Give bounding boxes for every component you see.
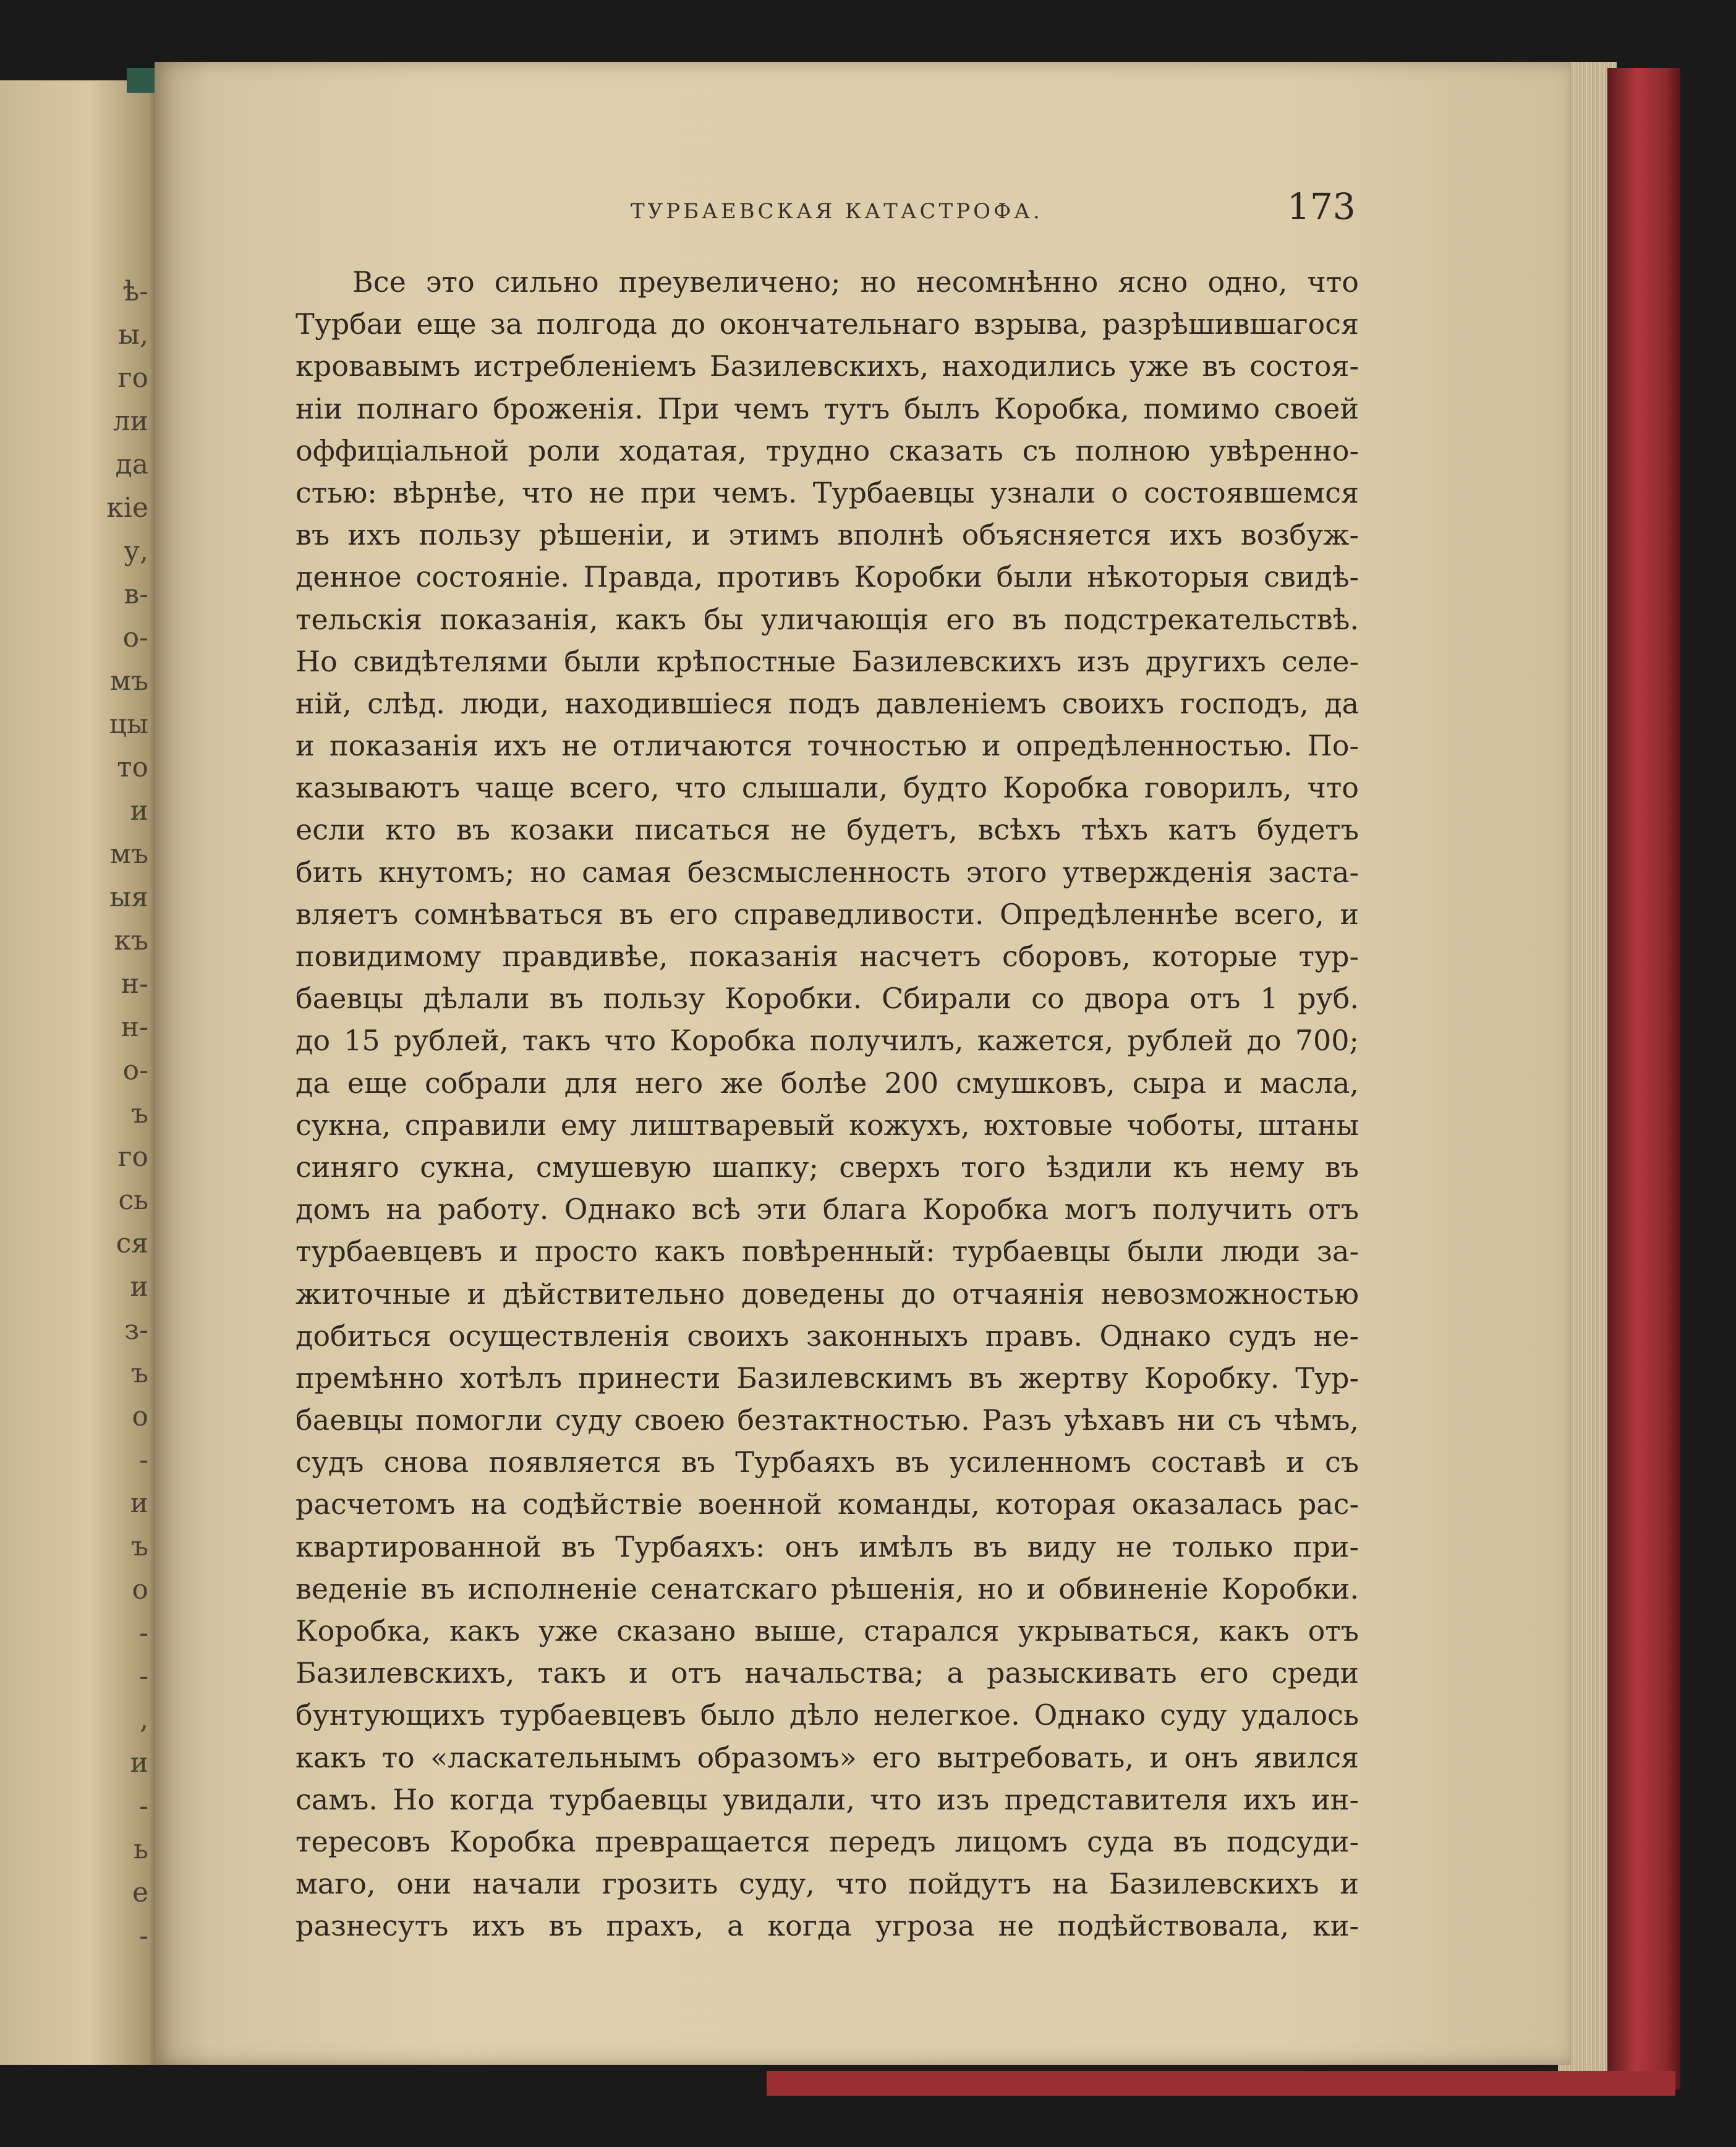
text-line: квартированной въ Турбаяхъ: онъ имѣлъ въ виду не только при-: [296, 1529, 1359, 1563]
book-cover-red: [1607, 68, 1680, 2090]
text-line: денное состояніе. Правда, противъ Коробки были нѣкоторыя свидѣ-: [296, 560, 1359, 594]
previous-page-fragment: ыя: [109, 882, 148, 913]
book-cover-bottom: [767, 2071, 1675, 2096]
text-line: до 15 рублей, такъ что Коробка получилъ, кажется, рублей до 700;: [296, 1024, 1359, 1058]
text-line: расчетомъ на содѣйствіе военной команды, которая оказалась рас-: [296, 1487, 1359, 1521]
page-number: 173: [1287, 185, 1356, 227]
previous-page-fragment: у,: [124, 535, 148, 567]
text-line: разнесутъ ихъ въ прахъ, а когда угроза не подѣйствовала, ки-: [296, 1909, 1359, 1943]
previous-page-fragment: з-: [124, 1314, 148, 1346]
previous-page-fragment: да: [115, 449, 148, 480]
text-line: и показанія ихъ не отличаются точностью и опредѣленностью. По-: [296, 729, 1359, 763]
previous-page-fragment: го: [117, 1141, 148, 1173]
previous-page-fragment: н-: [121, 968, 148, 1000]
previous-page-fragment: мъ: [109, 838, 148, 870]
text-line: Все это сильно преувеличено; но несомнѣнно ясно одно, что: [352, 265, 1359, 299]
previous-page-fragment: сь: [118, 1184, 148, 1216]
text-line: Коробка, какъ уже сказано выше, старался укрываться, какъ отъ: [296, 1614, 1359, 1647]
previous-page-fragment: ы,: [117, 319, 148, 351]
previous-page-fragment: ь: [134, 1834, 148, 1865]
previous-page-fragment: -: [139, 1790, 148, 1822]
previous-page-fragment: ъ: [131, 1531, 148, 1562]
text-line: Базилевскихъ, такъ и отъ начальства; а разыскивать его среди: [296, 1656, 1359, 1690]
previous-page-fragment: -: [139, 1920, 148, 1952]
text-line: кровавымъ истребленіемъ Базилевскихъ, находились уже въ состоя-: [296, 349, 1359, 383]
text-line: судъ снова появляется въ Турбаяхъ въ усиленномъ составѣ и съ: [296, 1445, 1359, 1479]
text-line: турбаевцевъ и просто какъ повѣренный: турбаевцы были люди за-: [296, 1235, 1359, 1269]
previous-page-fragment: къ: [114, 925, 148, 956]
previous-page-fragment: ъ: [131, 1358, 148, 1389]
text-line: оффиціальной роли ходатая, трудно сказать съ полною увѣренно-: [296, 433, 1359, 467]
text-line: тересовъ Коробка превращается передъ лицомъ суда въ подсуди-: [296, 1824, 1359, 1858]
previous-page-fragment: е: [132, 1877, 148, 1908]
previous-page-fragment: и: [130, 1271, 148, 1303]
previous-page-fragment: и: [130, 1747, 148, 1779]
text-line: ній, слѣд. люди, находившіеся подъ давленіемъ своихъ господъ, да: [296, 686, 1359, 720]
text-line: стью: вѣрнѣе, что не при чемъ. Турбаевцы узнали о состоявшемся: [296, 475, 1359, 509]
text-line: добиться осуществленія своихъ законныхъ правъ. Однако судъ не-: [296, 1319, 1359, 1353]
previous-page-fragment: ,: [140, 1704, 148, 1735]
previous-page-fragment: ѣ-: [122, 276, 148, 307]
text-line: ніи полнаго броженія. При чемъ тутъ былъ Коробка, помимо своей: [296, 391, 1359, 425]
previous-page-fragment: ли: [113, 406, 148, 437]
text-line: тельскія показанія, какъ бы уличающія его въ подстрекательствѣ.: [296, 602, 1359, 636]
previous-page-fragment: -: [139, 1444, 148, 1476]
body-text: [296, 261, 1359, 1947]
text-line: синяго сукна, смушевую шапку; сверхъ того ѣздили къ нему въ: [296, 1150, 1359, 1184]
previous-page-fragment: о-: [122, 622, 148, 653]
text-line: если кто въ козаки писаться не будетъ, всѣхъ тѣхъ катъ будетъ: [296, 813, 1359, 847]
previous-page-edge: [0, 80, 162, 2065]
previous-page-fragment: н-: [121, 1011, 148, 1043]
previous-page-fragment: ъ: [131, 1098, 148, 1129]
text-line: баевцы помогли суду своею безтактностью. Разъ уѣхавъ ни съ чѣмъ,: [296, 1403, 1359, 1437]
running-title: ТУРБАЕВСКАЯ КАТАСТРОФА.: [631, 199, 1043, 224]
previous-page-fragment: го: [117, 362, 148, 394]
previous-page-fragment: мъ: [109, 665, 148, 697]
text-line: Турбаи еще за полгода до окончательнаго взрыва, разрѣшившагося: [296, 307, 1359, 341]
text-line: вляетъ сомнѣваться въ его справедливости. Опредѣленнѣе всего, и: [296, 897, 1359, 931]
text-line: повидимому правдивѣе, показанія насчетъ сборовъ, которые тур-: [296, 940, 1359, 973]
previous-page-fragment: -: [139, 1660, 148, 1692]
text-line: житочные и дѣйствительно доведены до отчаянія невозможностью: [296, 1277, 1359, 1311]
previous-page-fragment: в-: [124, 579, 148, 610]
previous-page-fragment: о-: [122, 1055, 148, 1086]
previous-page-fragment: ся: [116, 1228, 148, 1259]
text-line: баевцы дѣлали въ пользу Коробки. Сбирали со двора отъ 1 руб.: [296, 982, 1359, 1016]
text-line: маго, они начали грозить суду, что пойдутъ на Базилевскихъ и: [296, 1867, 1359, 1901]
previous-page-fragment: и: [130, 1487, 148, 1519]
previous-page-fragment: цы: [109, 708, 148, 740]
text-line: домъ на работу. Однако всѣ эти блага Коробка могъ получить отъ: [296, 1193, 1359, 1227]
text-line: да еще собрали для него же болѣе 200 смушковъ, сыра и масла,: [296, 1066, 1359, 1100]
text-line: въ ихъ пользу рѣшеніи, и этимъ вполнѣ объясняется ихъ возбуж-: [296, 518, 1359, 552]
previous-page-fragment: -: [139, 1617, 148, 1649]
previous-page-fragment: то: [117, 752, 148, 783]
previous-page-fragment: о: [132, 1401, 148, 1432]
text-line: казываютъ чаще всего, что слышали, будто Коробка говорилъ, что: [296, 771, 1359, 805]
text-line: веденіе въ исполненіе сенатскаго рѣшенія, но и обвиненіе Коробки.: [296, 1571, 1359, 1605]
text-line: самъ. Но когда турбаевцы увидали, что изъ представителя ихъ ин-: [296, 1782, 1359, 1816]
previous-page-fragment: о: [132, 1574, 148, 1605]
previous-page-fragment: и: [130, 795, 148, 827]
text-line: премѣнно хотѣлъ принести Базилевскимъ въ жертву Коробку. Тур-: [296, 1361, 1359, 1395]
text-line: сукна, справили ему лиштваревый кожухъ, юхтовые чоботы, штаны: [296, 1108, 1359, 1142]
text-line: какъ то «ласкательнымъ образомъ» его вытребовать, и онъ явился: [296, 1740, 1359, 1774]
previous-page-fragment: кіе: [106, 492, 148, 524]
text-line: бить кнутомъ; но самая безсмысленность этого утвержденія заста-: [296, 855, 1359, 889]
text-line: бунтующихъ турбаевцевъ было дѣло нелегкое. Однако суду удалось: [296, 1698, 1359, 1732]
text-line: Но свидѣтелями были крѣпостные Базилевскихъ изъ другихъ селе-: [296, 644, 1359, 678]
